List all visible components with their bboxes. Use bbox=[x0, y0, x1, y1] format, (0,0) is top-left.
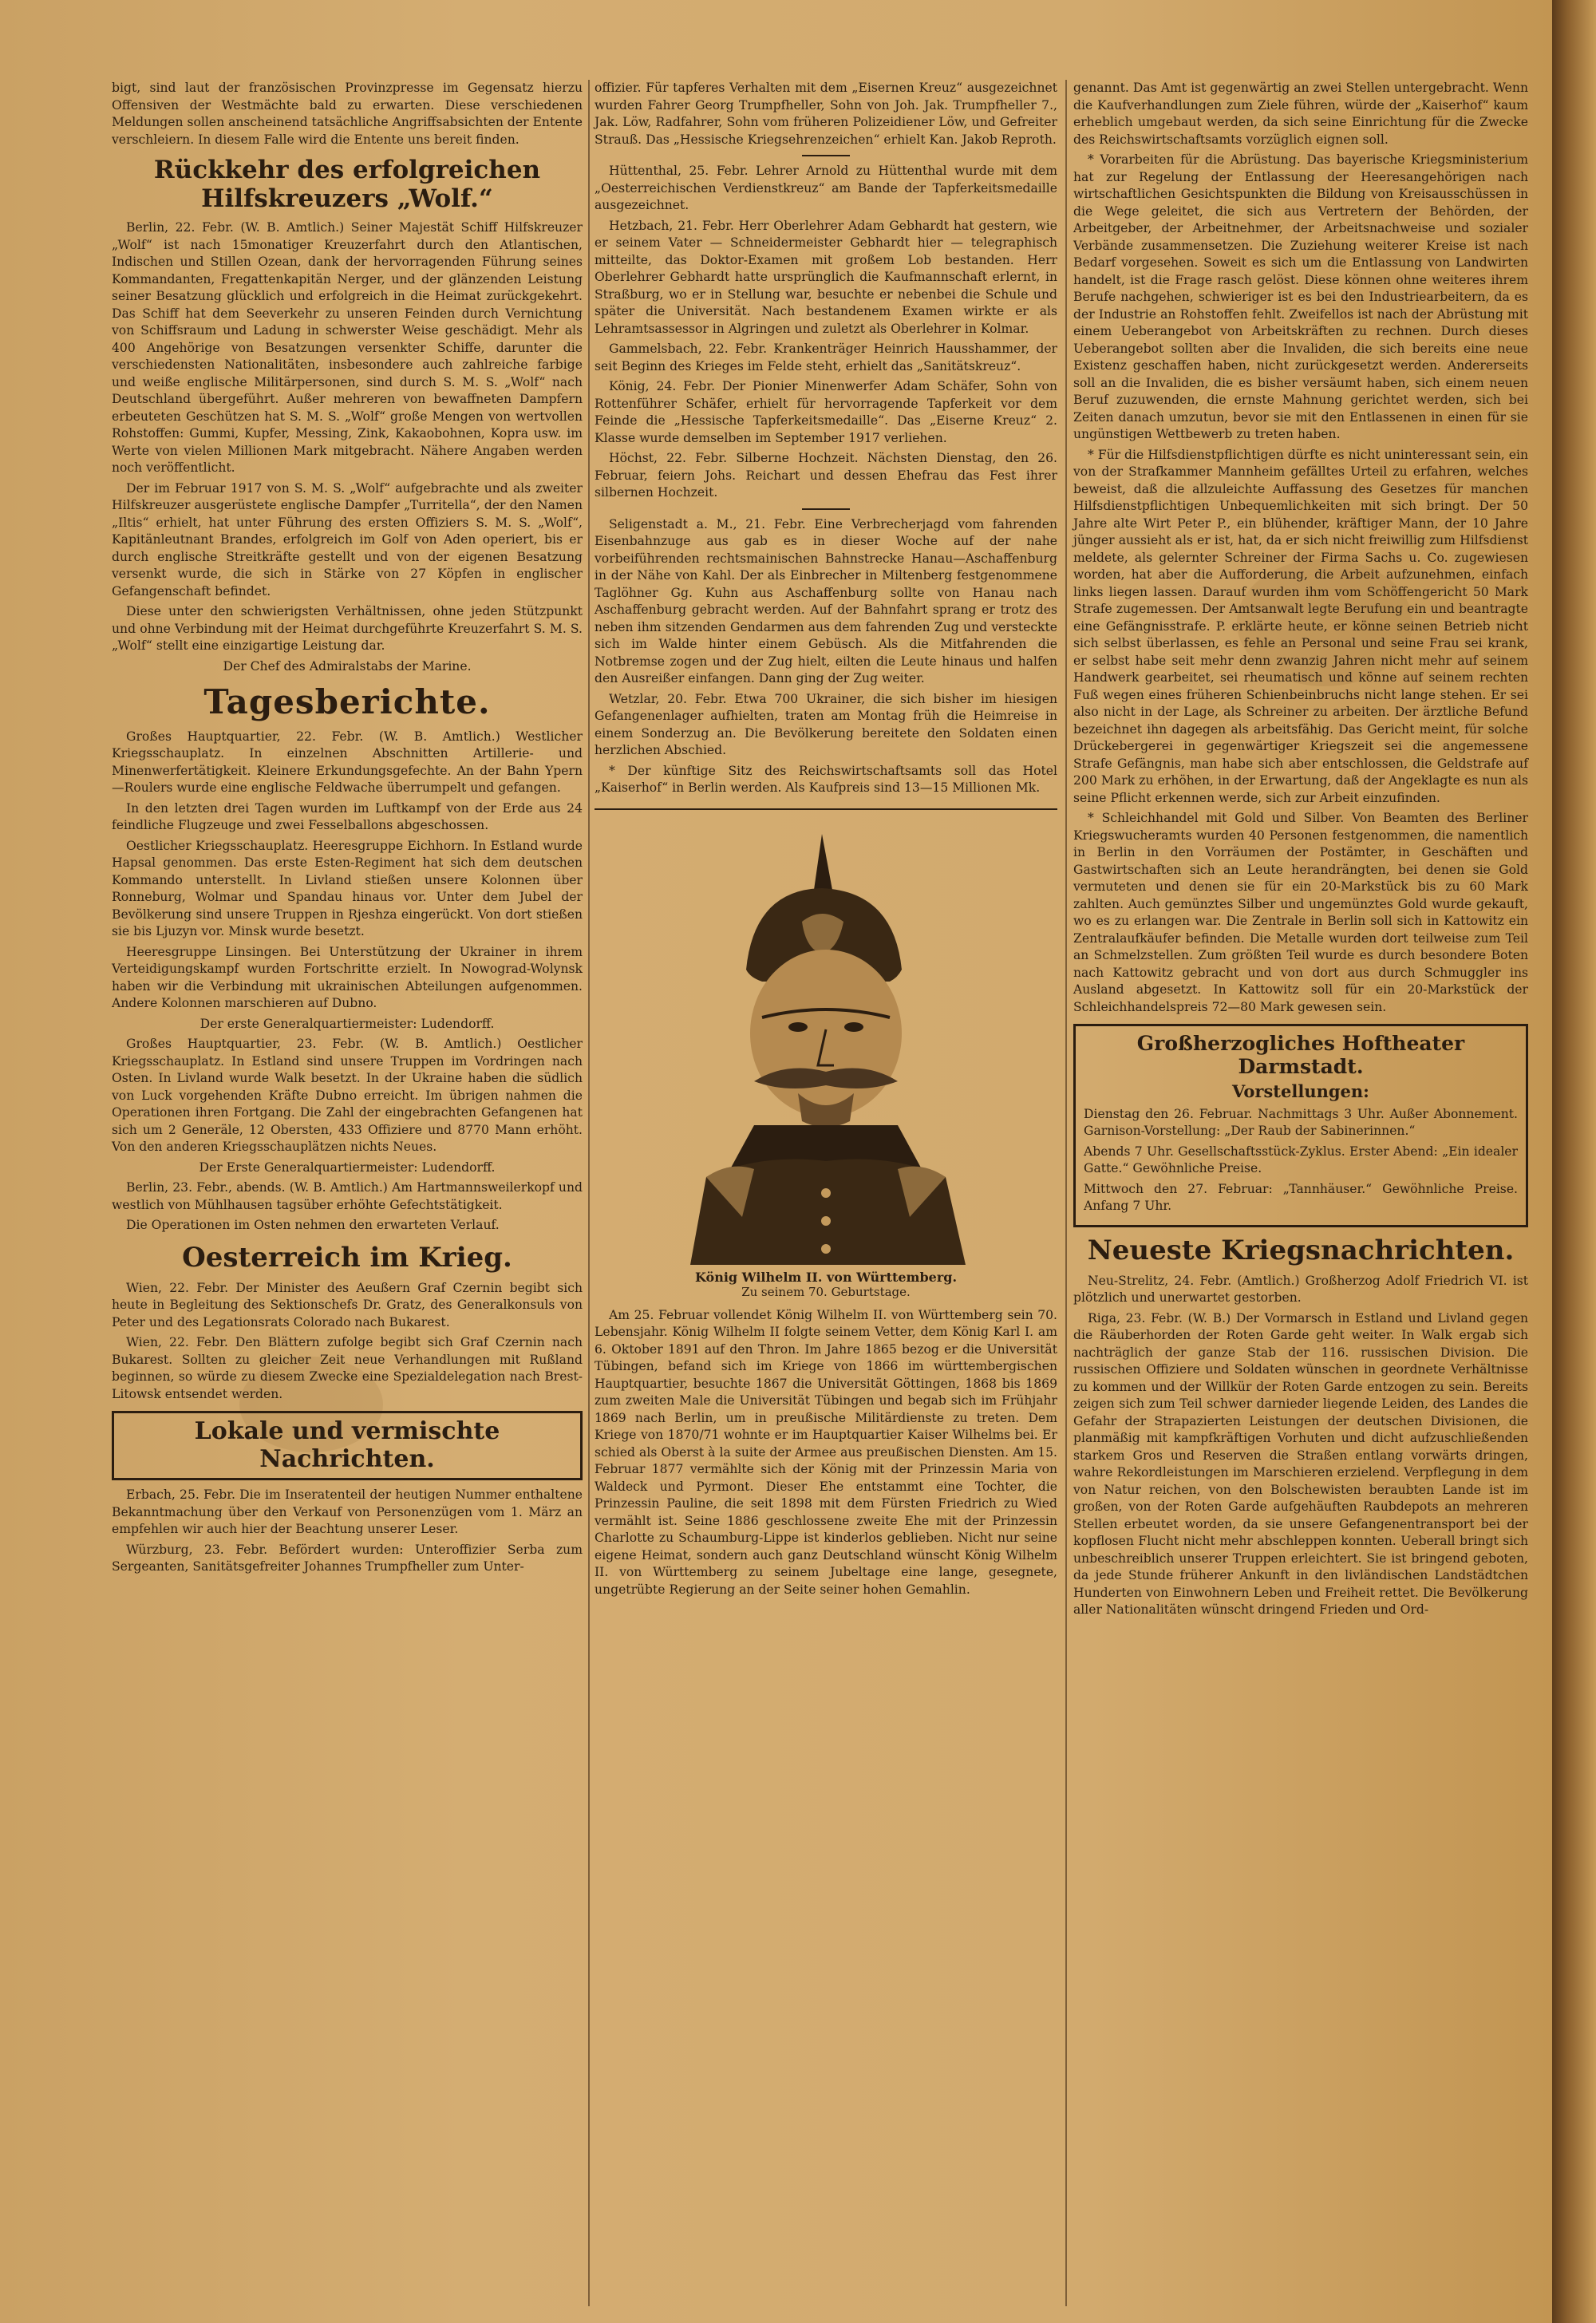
theater-box bbox=[1073, 1024, 1528, 1227]
headline-theater: Großherzogliches Hoftheater Darmstadt. bbox=[1136, 1032, 1465, 1078]
article-text: Großes Hauptquartier, 23. Febr. (W. B. Amtlich.) Oestlicher Kriegsschauplatz. In Estland sind unsere Truppen im Vordringen nach Osten. In Livland wurde Walk besetzt. In der Ukraine haben die südlich von Luck vorgehenden Kräfte Dubno erreicht. Im übrigen nahmen die Operationen ihren Fortgang. Die Zahl der eingebrachten Gefangenen hat sich um 2 Generäle, 12 Obersten, 433 Offiziere und 8770 Mann erhöht. Von den anderen Kriegsschauplätzen nichts Neues. bbox=[112, 1037, 583, 1155]
article-text: Hetzbach, 21. Febr. Herr Oberlehrer Adam Gebhardt hat gestern, wie er seinem Vater — Schneidermeister Gebhardt hier — telegraphisch mitteilte, das Doktor-Examen mit großem Lob bestanden. Herr Oberlehrer Gebhardt hatte ursprünglich die Kaufmannschaft erlernt, in Straßburg, wo er in Stellung war, besuchte er nebenbei die Schule und später die Universität. Nach bestandenem Examen wirkte er als Lehramtsassessor in Algringen und zuletzt als Oberlehrer in Kolmar. bbox=[595, 218, 1057, 336]
signature: Der Erste Generalquartiermeister: Ludendorff. bbox=[199, 1160, 496, 1175]
article-text: * Der künftige Sitz des Reichswirtschaftsamts soll das Hotel „Kaiserhof“ in Berlin werden. Als Kaufpreis sind 13—15 Millionen Mk. bbox=[595, 763, 1057, 795]
article-text: bigt, sind laut der französischen Provinzpresse im Gegensatz hierzu Offensiven der Westmächte bald zu erwarten. Diese verschiedenen Meldungen sollen anscheinend tatsächliche Angriffsabsichten der Entente verschleiern. In diesem Falle wird die Entente uns bereit finden. bbox=[112, 81, 583, 147]
article-text: Seligenstadt a. M., 21. Febr. Eine Verbrecherjagd vom fahrenden Eisenbahnzuge aus gab es in dieser Woche auf der nahe vorbeiführenden rechtsmainischen Bahnstrecke Hanau—Aschaffenburg in der Nähe von Kahl. Der als Einbrecher in Miltenberg festgenommene Taglöhner Gg. Kuhn aus Aschaffenburg sollte von Hanau nach Aschaffenburg gebracht werden. Auf der Bahnfahrt sprang er trotz des neben ihm sitzenden Gendarmen aus dem fahrenden Zug und versteckte sich im Walde hinter einem Gebüsch. Als die Mitfahrenden die Notbremse zogen und der Zug hielt, eilten die Leute hinaus und halfen den Ausreißer einfangen. Dann ging der Zug weiter. bbox=[595, 516, 1057, 685]
theater-listing: Mittwoch den 27. Februar: „Tannhäuser.“ Gewöhnliche Preise. Anfang 7 Uhr. bbox=[1084, 1181, 1518, 1214]
theater-listing: Dienstag den 26. Februar. Nachmittags 3 Uhr. Außer Abonnement. Garnison-Vorstellung: „Der Raub der Sabinerinnen.“ bbox=[1084, 1106, 1518, 1139]
theater-subheading: Vorstellungen: bbox=[1232, 1081, 1369, 1101]
column-rule bbox=[1065, 80, 1067, 2306]
uniform-button bbox=[821, 1216, 831, 1226]
article-text: genannt. Das Amt ist gegenwärtig an zwei Stellen untergebracht. Wenn die Kaufverhandlungen zum Ziele führen, würde der „Kaiserhof“ kaum erheblich umgebaut werden, da sich seine Einrichtung für die Zwecke des Reichswirtschaftsamts vorzüglich eignen soll. bbox=[1073, 81, 1528, 147]
article-text: In den letzten drei Tagen wurden im Luftkampf von der Erde aus 24 feindliche Flugzeuge und zwei Fesselballons abgeschossen. bbox=[112, 800, 583, 833]
article-text: Heeresgruppe Linsingen. Bei Unterstützung der Ukrainer in ihrem Verteidigungskampf wurden Fortschritte erzielt. In Nowograd-Wolynsk haben wir die Verbindung mit ukrainischen Abteilungen aufgenommen. Andere Kolonnen marschieren auf Dubno. bbox=[112, 944, 583, 1011]
article-text: Höchst, 22. Febr. Silberne Hochzeit. Nächsten Dienstag, den 26. Februar, feiern Johs. Reichart und dessen Ehefrau das Fest ihrer silbernen Hochzeit. bbox=[595, 451, 1057, 500]
portrait-caption: König Wilhelm II. von Württemberg. bbox=[694, 1269, 958, 1285]
headline-wolf: Rückkehr des erfolgreichen Hilfskreuzers „Wolf.“ bbox=[153, 156, 541, 213]
right-eye bbox=[844, 1022, 863, 1032]
article-text: Oestlicher Kriegsschauplatz. Heeresgruppe Eichhorn. In Estland wurde Hapsal genommen. Das erste Esten-Regiment hat sich dem deutschen Kommando unterstellt. In Livland stießen unsere Kolonnen über Ronneburg, Wolmar und Spandau hinaus vor. Unter dem Jubel der Bevölkerung sind unsere Truppen in Rjeshza eingerückt. Von dort stießen sie bis Ljuzyn vor. Minsk wurde besetzt. bbox=[112, 838, 583, 939]
signature: Der erste Generalquartiermeister: Ludendorff. bbox=[200, 1016, 495, 1031]
article-text: offizier. Für tapferes Verhalten mit dem „Eisernen Kreuz“ ausgezeichnet wurden Fahrer Georg Trumpfheller, Sohn von Joh. Jak. Trumpfheller 7., Jak. Löw, Radfahrer, Sohn vom früheren Polizeidiener Löw, und Gefreiter Strauß. Das „Hessische Kriegsehrenzeichen“ erhielt Kan. Jakob Reproth. bbox=[595, 81, 1057, 147]
article-text: Am 25. Februar vollendet König Wilhelm II. von Württemberg sein 70. Lebensjahr. König Wilhelm II folgte seinem Vetter, dem König Karl I. am 6. Oktober 1891 auf den Thron. Im Jahre 1865 bezog er die Universität Tübingen, befand sich im Kriege von 1866 im württembergischen Hauptquartier, besuchte 1867 die Universität Göttingen, 1868 bis 1869 zum zweiten Male die Universität Tübingen und begab sich im Frühjahr 1869 nach Berlin, um in preußische Militärdienste zu treten. Dem Kriege von 1870/71 wohnte er im Hauptquartier Kaiser Wilhelms bei. Er schied als Oberst à la suite der Armee aus preußischen Diensten. Am 15. Februar 1877 vermählte sich der König mit der Prinzessin Maria von Waldeck und Pyrmont. Dieser Ehe entstammt eine Tochter, die Prinzessin Pauline, die seit 1898 mit dem Fürsten Friedrich zu Wied vermählt ist. Seine 1886 geschlossene zweite Ehe mit der Prinzessin Charlotte zu Schaumburg-Lippe ist kinderlos geblieben. Nicht nur seine eigene Heimat, sondern auch ganz Deutschland wünscht König Wilhelm II. von Württemberg zu seinem Jubeltage eine lange, gesegnete, ungetrübte Regierung an der Seite seiner hohen Gemahlin. bbox=[595, 1307, 1057, 1597]
article-text: Berlin, 22. Febr. (W. B. Amtlich.) Seiner Majestät Schiff Hilfskreuzer „Wolf“ ist nach 15monatiger Kreuzerfahrt durch den Atlantischen, Indischen und Stillen Ozean, dank der hervorragenden Führung seines Kommandanten, Fregattenkapitän Nerger, und der glänzenden Leistung seiner Besatzung glücklich und erfolgreich in die Heimat zurückgekehrt. Das Schiff hat dem Seeverkehr zu unseren Feinden durch Vernichtung von Schiffsraum und Ladung in schwerster Weise geschädigt. Mehr als 400 Angehörige von Besatzungen versenkter Schiffe, darunter die verschiedensten Nationalitäten, insbesondere auch zahlreiche farbige und weiße englische Militärpersonen, sind durch S. M. S. „Wolf“ nach Deutschland übergeführt. Außer mehreren von bewaffneten Dampfern erbeuteten Geschützen hat S. M. S. „Wolf“ große Mengen von wertvollen Rohstoffen: Gummi, Kupfer, Messing, Zink, Kakaobohnen, Kopra usw. im Werte von vielen Millionen Mark mitgebracht. Nähere Angaben werden noch veröffentlicht. bbox=[112, 220, 583, 476]
divider bbox=[802, 155, 850, 156]
signature: Der Chef des Admiralstabs der Marine. bbox=[223, 658, 472, 674]
headline-tagesberichte: Tagesberichte. bbox=[203, 682, 491, 722]
helmet-spike bbox=[814, 834, 832, 890]
article-text: Würzburg, 23. Febr. Befördert wurden: Unteroffizier Serba zum Sergeanten, Sanitätsgefreiter Johannes Trumpfheller zum Unter- bbox=[112, 1542, 583, 1574]
column-1 bbox=[112, 80, 583, 1579]
article-text: Der im Februar 1917 von S. M. S. „Wolf“ aufgebrachte und als zweiter Hilfskreuzer ausgerüstete englische Dampfer „Turritella“, der den Namen „Iltis“ erhielt, hat unter Führung des ersten Offiziers S. M. S. „Wolf“, Kapitänleutnant Brandes, erfolgreich im Golf von Aden operiert, bis er durch englische Streitkräfte gestellt und von der eigenen Besatzung versenkt wurde, die sich in Stärke von 27 Köpfen in englischer Gefangenschaft befindet. bbox=[112, 480, 583, 599]
article-text: Großes Hauptquartier, 22. Febr. (W. B. Amtlich.) Westlicher Kriegsschauplatz. In einzelnen Abschnitten Artillerie- und Minenwerfertätigkeit. Kleinere Erkundungsgefechte. An der Bahn Ypern—Roulers wurde eine englische Feldwache überrumpelt und gefangen. bbox=[112, 729, 583, 796]
article-text: Berlin, 23. Febr., abends. (W. B. Amtlich.) Am Hartmannsweilerkopf und westlich von Mühlhausen tagsüber erhöhte Gefechtstätigkeit. bbox=[112, 1180, 583, 1212]
article-text: * Schleichhandel mit Gold und Silber. Von Beamten des Berliner Kriegswucheramts wurden 40 Personen festgenommen, die namentlich in Berlin in den Vorräumen der Postämter, in Geschäften und Gastwirtschaften sich an Leute herandrängten, bei denen sie Gold vermuteten und denen sie für ein 20-Markstück bis zu 60 Mark zahlten. Auch gemünztes Silber und ungemünztes Gold wurde gekauft, wo es zu erlangen war. Die Zentrale in Berlin soll sich in Kattowitz ein Zentralaufkäufer befinden. Die Metalle wurden dort teilweise zum Teil an Schmelzstellen. Zum größten Teil wurde es durch besondere Boten nach Kattowitz gebracht und von dort aus durch Schmuggler ins Ausland abgesetzt. In Kattowitz soll für ein 20-Markstück der Schleichhandelspreis 72—80 Mark gewesen sein. bbox=[1073, 811, 1528, 1014]
article-text: Erbach, 25. Febr. Die im Inseratenteil der heutigen Nummer enthaltene Bekanntmachung über den Verkauf von Personenzügen vom 1. März an empfehlen wir auch hier der Beachtung unserer Leser. bbox=[112, 1487, 583, 1537]
column-3 bbox=[1073, 80, 1528, 1622]
portrait-subcaption: Zu seinem 70. Geburtstage. bbox=[741, 1284, 911, 1299]
headline-oesterreich: Oesterreich im Krieg. bbox=[182, 1241, 512, 1274]
uniform-button bbox=[821, 1188, 831, 1198]
headline-lokales: Lokale und vermischte Nachrichten. bbox=[112, 1411, 583, 1480]
article-text: Gammelsbach, 22. Febr. Krankenträger Heinrich Hausshammer, der seit Beginn des Krieges im Felde steht, erhielt das „Sanitätskreuz“. bbox=[595, 342, 1057, 373]
article-text: Die Operationen im Osten nehmen den erwarteten Verlauf. bbox=[126, 1218, 500, 1233]
binding-spine bbox=[1552, 0, 1596, 2323]
article-text: * Für die Hilfsdienstpflichtigen dürfte es nicht uninteressant sein, ein von der Strafkammer Mannheim gefälltes Urteil zu erfahren, welches beweist, daß die allzuleichte Auffassung des Gesetzes für manchen Hilfsdienstpflichtigen Unbequemlichkeiten mit sich bringt. Der 50 Jahre alte Wirt Peter P., ein blühender, kräftiger Mann, der 10 Jahre jünger aussieht als er ist, hat, da er sich nicht freiwillig zum Hilfsdienst meldete, als gelernter Schreiner der Firma Sachs u. Co. zugewiesen worden, hat aber die Aufforderung, die Arbeit aufzunehmen, einfach links liegen lassen. Darauf wurden ihm vom Schöffengericht 50 Mark Strafe zugemessen. Der Amtsanwalt legte Berufung ein und beantragte eine Gefängnisstrafe. P. erklärte heute, er könne seinen Betrieb nicht sich selbst überlassen, es fehle an Personal und seine Frau sei krank, er selbst habe seit mehr denn zwanzig Jahren nicht mehr auf seinem Handwerk gearbeitet, sei rheumatisch und könne auf seinem rechten Fuß wegen eines früheren Schienbeinbruchs nicht lange stehen. Er sei also nicht in der Lage, als Schreiner zu arbeiten. Der ärztliche Befund bezeichnet ihn dagegen als arbeitsfähig. Das Gericht meint, für solche Drückebergerei in gegenwärtiger Kriegszeit sei die angemessene Strafe Gefängnis, man habe sich aber entschlossen, die Geldstrafe auf 200 Mark zu erhöhen, in der Erwartung, daß der Angeklagte es nun als seine Pflicht erkennen werde, sich zur Arbeit einzufinden. bbox=[1073, 447, 1528, 805]
left-eye bbox=[788, 1022, 808, 1032]
article-text: Wetzlar, 20. Febr. Etwa 700 Ukrainer, die sich bisher im hiesigen Gefangenenlager aufhielten, traten am Montag früh die Heimreise in einem Sonderzug an. Die Bevölkerung bereitete den Soldaten einen herzlichen Abschied. bbox=[595, 691, 1057, 757]
article-text: Wien, 22. Febr. Der Minister des Aeußern Graf Czernin begibt sich heute in Begleitung des Sektionschefs Dr. Gratz, des Generalkonsuls von Peter und des Legationsrats Colorado nach Bukarest. bbox=[112, 1280, 583, 1329]
divider bbox=[802, 508, 850, 510]
king-portrait-image bbox=[658, 818, 994, 1265]
portrait-illustration bbox=[595, 808, 1057, 1299]
article-text: * Vorarbeiten für die Abrüstung. Das bayerische Kriegsministerium hat zur Regelung der Entlassung der Heeresangehörigen nach wirtschaftlichen Gesichtspunkten die Bildung von Kreisausschüssen in die Wege geleitet, die sich aus Vertretern der Behörden, der Arbeitgeber, der Arbeitnehmer, der Arbeitsnachweise und sozialer Verbände zusammensetzen. Die Zuziehung weiterer Kreise ist nach Bedarf vorgesehen. Soweit es sich um die Entlassung von Landwirten handelt, ist die Frage rasch gelöst. Diese können ohne weiteres ihrem Berufe nachgehen, schwieriger ist es bei den Industriearbeitern, da es der Industrie an Rohstoffen fehlt. Zweifellos ist nach der Abrüstung mit einem Ueberangebot von Arbeitskräften zu rechnen. Durch dieses Ueberangebot sollten aber die Invaliden, die sich bereits eine neue Existenz geschaffen haben, nicht zurückgesetzt werden. Andererseits soll an die Invaliden, die es bisher versäumt haben, sich einem neuen Beruf zuzuwenden, die ernste Mahnung gerichtet werden, sich bei Zeiten danach umzutun, bevor sie mit den Entlassenen in einen für sie ungünstigen Wettbewerb zu treten haben. bbox=[1073, 152, 1528, 441]
theater-listing: Abends 7 Uhr. Gesellschaftsstück-Zyklus. Erster Abend: „Ein idealer Gatte.“ Gewöhnliche Preise. bbox=[1084, 1144, 1518, 1176]
column-2 bbox=[595, 80, 1057, 1602]
column-rule bbox=[588, 80, 590, 2306]
article-text: Hüttenthal, 25. Febr. Lehrer Arnold zu Hüttenthal wurde mit dem „Oesterreichischen Verdienstkreuz“ am Bande der Tapferkeitsmedaille ausgezeichnet. bbox=[595, 164, 1057, 212]
article-text: Neu-Strelitz, 24. Febr. (Amtlich.) Großherzog Adolf Friedrich VI. ist plötzlich und unerwartet gestorben. bbox=[1073, 1273, 1528, 1306]
article-text: Wien, 22. Febr. Den Blättern zufolge begibt sich Graf Czernin nach Bukarest. Sollten zu gleicher Zeit neue Verhandlungen mit Rußland beginnen, so würde zu diesem Zwecke eine Spezialdelegation nach Brest-Litowsk entsendet werden. bbox=[112, 1335, 583, 1401]
article-text: König, 24. Febr. Der Pionier Minenwerfer Adam Schäfer, Sohn von Rottenführer Schäfer, erhielt für hervorragende Tapferkeit vor dem Feinde die „Hessische Tapferkeitsmedaille“. Das „Eiserne Kreuz“ 2. Klasse wurde demselben im September 1917 verliehen. bbox=[595, 379, 1057, 445]
article-text: Diese unter den schwierigsten Verhältnissen, ohne jeden Stützpunkt und ohne Verbindung mit der Heimat durchgeführte Kreuzerfahrt S. M. S. „Wolf“ stellt eine einzigartige Leistung dar. bbox=[112, 604, 583, 654]
headline-neueste: Neueste Kriegsnachrichten. bbox=[1087, 1234, 1515, 1266]
article-text: Riga, 23. Febr. (W. B.) Der Vormarsch in Estland und Livland gegen die Räuberhorden der Roten Garde geht weiter. In Walk ergab sich nachträglich der ganze Stab der 116. russischen Division. Die russischen Offiziere und Soldaten wünschen in geordnete Verhältnisse zu kommen und der Willkür der Roten Garde entzogen zu sein. Bereits zeigen sich zum Teil schwer darnieder liegende Leiden, des Landes die Gefahr der Strapazierten Leistungen der deutschen Divisionen, die planmäßig mit kampfkräftigen Vorhuten und dicht aufzuschließenden starkem Gros und Reserven die Straßen entlang vorwärts dringen, wahre Rekordleistungen im Marschieren erzielend. Verpflegung in dem von Natur reichen, von den Bolschewisten beraubten Lande ist im großen, von der Roten Garde aufgehäuften Raubdepots an mehreren Stellen erbeutet worden, da sie unsere Gefangenentransport bei der kopflosen Flucht nicht mehr abschleppen konnten. Ueberall bringt sich unbeschreiblich unserer Truppen erleichtert. Sie ist bringend geboten, da jede Stunde früherer Ankunft in den livländischen Landstädtchen Hunderten von Einwohnern Leben und Freiheit rettet. Die Bevölkerung aller Nationalitäten wünscht dringend Frieden und Ord- bbox=[1073, 1310, 1528, 1618]
uniform-button bbox=[821, 1244, 831, 1254]
